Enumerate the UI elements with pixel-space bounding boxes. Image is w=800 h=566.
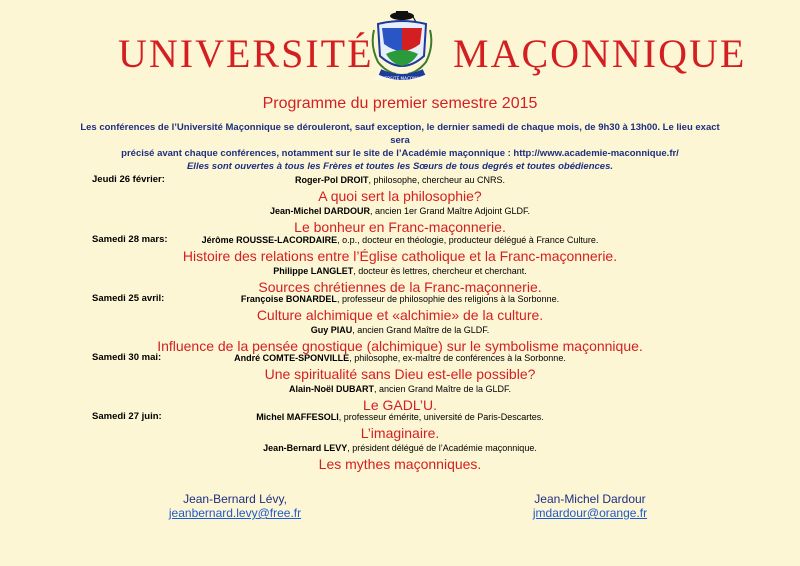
speaker xyxy=(0,324,800,337)
talk xyxy=(0,383,800,414)
speaker xyxy=(0,442,800,455)
email-link[interactable]: jmdardour@orange.fr xyxy=(532,506,648,520)
speaker-desc: , philosophe, ex-maître de conférences à la Sorbonne. xyxy=(349,353,566,363)
signature-left xyxy=(160,492,310,520)
session-date: Samedi 25 avril: xyxy=(92,293,165,304)
title-maconnique: MAÇONNIQUE xyxy=(453,31,747,76)
svg-text:UNIVERSITÉ MAÇONNIQUE: UNIVERSITÉ MAÇONNIQUE xyxy=(374,76,430,81)
speaker-desc: , ancien Grand Maître de la GLDF. xyxy=(352,325,490,335)
session-date: Samedi 28 mars: xyxy=(92,234,168,245)
talk-topic: Culture alchimique et «alchimie» de la culture. xyxy=(256,307,544,323)
speaker-name: Jean-Bernard LEVY xyxy=(263,443,348,453)
session-3 xyxy=(0,293,800,355)
speaker-desc: , ancien Grand Maître de la GLDF. xyxy=(373,384,512,394)
speaker-name: Michel MAFFESOLI xyxy=(256,412,339,422)
session-date: Jeudi 26 février: xyxy=(92,174,165,185)
intro-paragraph xyxy=(80,121,720,173)
talk-topic: A quoi sert la philosophie? xyxy=(318,188,482,204)
speaker-name: Françoise BONARDEL xyxy=(240,294,337,304)
signature-name: Jean-Bernard Lévy, xyxy=(183,492,287,506)
talk-topic: Le GADL’U. xyxy=(363,397,437,413)
speaker-desc: , ancien 1er Grand Maître Adjoint GLDF. xyxy=(369,206,531,216)
speaker-desc: , philosophe, chercheur au CNRS. xyxy=(368,175,506,185)
speaker-name: André COMTE-SPONVILLE xyxy=(234,353,350,363)
speaker-desc: , professeur de philosophie des religions à la Sorbonne. xyxy=(336,294,560,304)
session-2 xyxy=(0,234,800,296)
session-date: Samedi 30 mai: xyxy=(92,352,162,363)
header xyxy=(0,0,800,90)
speaker-name: Philippe LANGLET xyxy=(273,266,354,276)
speaker xyxy=(0,205,800,218)
session-5 xyxy=(0,411,800,473)
talk-topic: Influence de la pensée gnostique (alchimique) sur le symbolisme maçonnique. xyxy=(157,338,643,354)
talk-topic: Le bonheur en Franc-maçonnerie. xyxy=(294,219,506,235)
signature-name: Jean-Michel Dardour xyxy=(534,492,646,506)
crest-logo xyxy=(366,6,438,84)
talk xyxy=(0,324,800,355)
speaker-desc: , professeur émérite, université de Paris-Descartes. xyxy=(338,412,544,422)
speaker xyxy=(0,383,800,396)
speaker-desc: , président délégué de l’Académie maçonnique. xyxy=(347,443,537,453)
speaker-name: Roger-Pol DROIT xyxy=(294,175,369,185)
session-date: Samedi 27 juin: xyxy=(92,411,162,422)
speaker-name: Alain-Noël DUBART xyxy=(288,384,374,394)
speaker-name: Jérôme ROUSSE-LACORDAIRE xyxy=(201,235,338,245)
speaker-desc: , o.p., docteur en théologie, producteur délégué à France Culture. xyxy=(337,235,599,245)
talk-topic: Histoire des relations entre l’Église catholique et la Franc-maçonnerie. xyxy=(182,248,618,264)
email-link[interactable]: jeanbernard.levy@free.fr xyxy=(168,506,302,520)
talk-topic: L’imaginaire. xyxy=(360,425,440,441)
talk xyxy=(0,265,800,296)
talk-topic: Une spiritualité sans Dieu est-elle possible? xyxy=(264,366,536,382)
talk xyxy=(0,442,800,473)
talk-topic: Les mythes maçonniques. xyxy=(318,456,482,472)
speaker-desc: , docteur ès lettres, chercheur et cherchant. xyxy=(353,266,527,276)
speaker xyxy=(0,265,800,278)
speaker-name: Guy PIAU xyxy=(310,325,353,335)
intro-line-3: Elles sont ouvertes à tous les Frères et toutes les Sœurs de tous degrés et toutes obédiences. xyxy=(186,161,614,172)
intro-line-1: Les conférences de l’Université Maçonnique se dérouleront, sauf exception, le dernier samedi de chaque mois, de 9h30 à 13h00. Le lieu exact sera xyxy=(80,122,720,146)
speaker-name: Jean-Michel DARDOUR xyxy=(269,206,370,216)
title-universite: UNIVERSITÉ xyxy=(118,31,374,76)
session-1 xyxy=(0,174,800,236)
talk-topic: Sources chrétiennes de la Franc-maçonnerie. xyxy=(258,279,542,295)
signature-right xyxy=(515,492,665,520)
talk xyxy=(0,205,800,236)
session-4 xyxy=(0,352,800,414)
page-subtitle: Programme du premier semestre 2015 xyxy=(262,95,538,112)
intro-line-2: précisé avant chaque conférences, notamment sur le site de l’Académie maçonnique : http://www.academie-maconnique.fr/ xyxy=(121,148,679,159)
